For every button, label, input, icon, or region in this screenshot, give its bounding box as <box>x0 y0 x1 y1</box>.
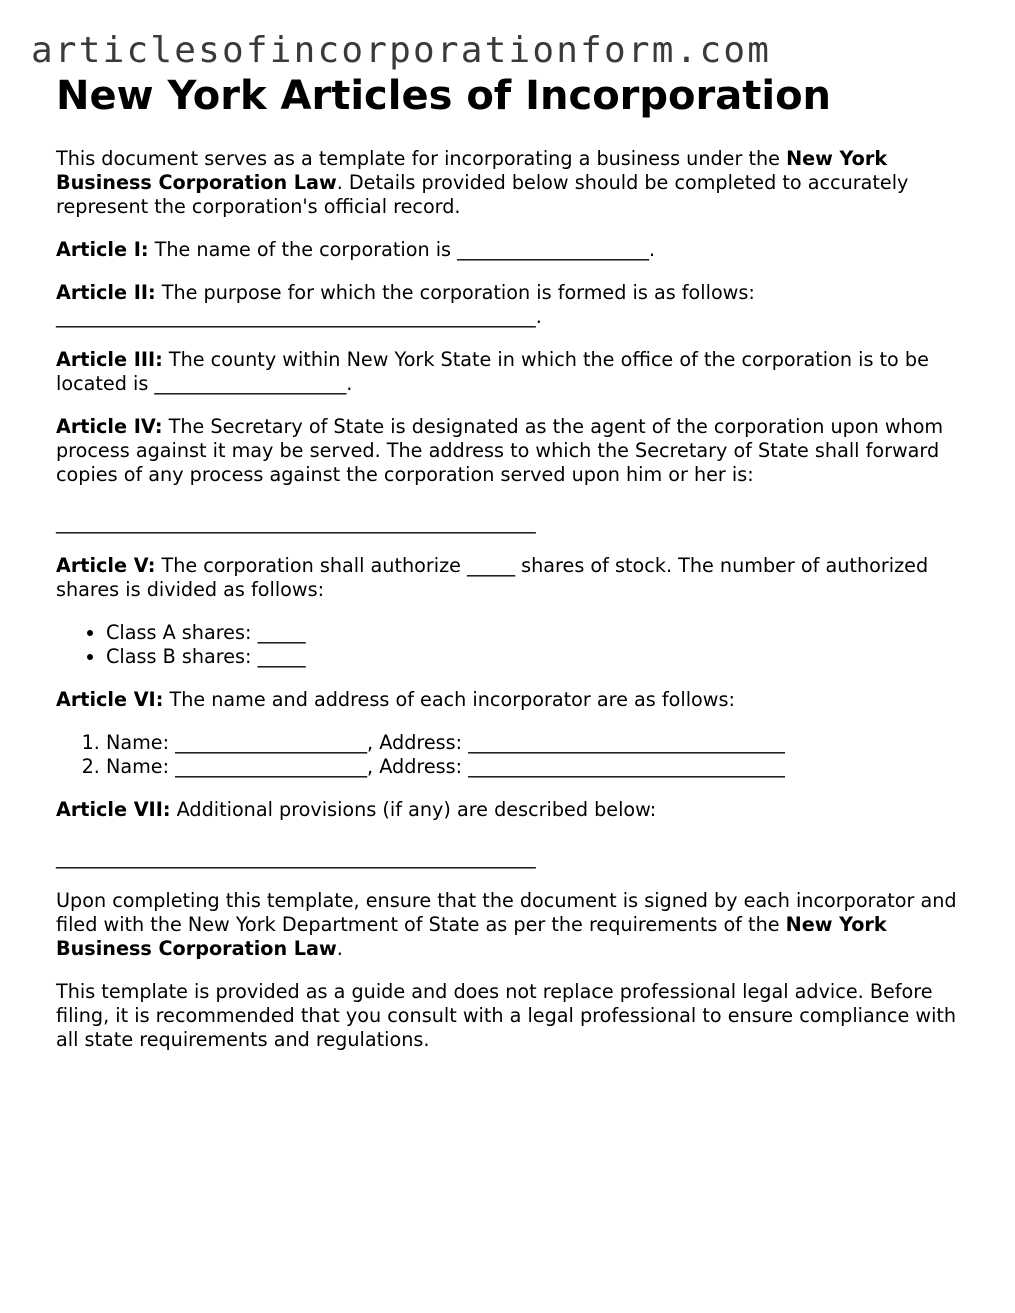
list-item: 1. Name: ____________________, Address: _________________________________ <box>106 731 961 755</box>
closing-paragraph: Upon completing this template, ensure that the document is signed by each incorporator and filed with the New York Department of State as per the requirements of the New York Business Corporation Law. <box>56 889 957 960</box>
article-label: Article I: <box>56 238 149 261</box>
article-label: Article II: <box>56 281 156 304</box>
incorporator-name-blank[interactable]: ____________________ <box>175 755 368 778</box>
page-title: New York Articles of Incorporation <box>56 73 832 119</box>
article-label: Article IV: <box>56 415 163 438</box>
total-shares-blank[interactable]: _____ <box>467 554 516 577</box>
class-a-shares-blank[interactable]: _____ <box>257 621 306 644</box>
incorporator-address-blank[interactable]: _________________________________ <box>468 755 785 778</box>
article-5: Article V: The corporation shall authorize _____ shares of stock. The number of authorized shares is divided as follows: <box>56 554 929 601</box>
incorporator-name-blank[interactable]: ____________________ <box>175 731 368 754</box>
process-address-blank[interactable]: __________________________________________________ <box>56 511 536 534</box>
share-classes-list <box>56 621 961 669</box>
article-1: Article I: The name of the corporation is ____________________. <box>56 238 656 261</box>
list-item: 2. Name: ____________________, Address: _________________________________ <box>106 755 961 779</box>
article-label: Article III: <box>56 348 163 371</box>
corporation-name-blank[interactable]: ____________________ <box>457 238 650 261</box>
list-item: • Class B shares: _____ <box>106 645 961 669</box>
article-3: Article III: The county within New York State in which the office of the corporation is to be located is ____________________. <box>56 348 929 395</box>
disclaimer-paragraph: This template is provided as a guide and does not replace professional legal advice. Before filing, it is recommended that you consult with a legal professional to ensure compliance with all state requirements and regulations. <box>56 980 957 1051</box>
article-label: Article VI: <box>56 688 164 711</box>
article-label: Article VII: <box>56 798 171 821</box>
incorporator-address-blank[interactable]: _________________________________ <box>468 731 785 754</box>
article-4: Article IV: The Secretary of State is designated as the agent of the corporation upon whom process against it may be served. The address to which the Secretary of State shall forward copies of any process against the corporation served upon him or her is: __________________________________________________ <box>56 415 944 534</box>
site-watermark: articlesofincorporationform.com <box>31 30 772 71</box>
additional-provisions-blank[interactable]: __________________________________________________ <box>56 846 536 869</box>
article-6: Article VI: The name and address of each incorporator are as follows: <box>56 688 735 711</box>
class-b-shares-blank[interactable]: _____ <box>257 645 306 668</box>
article-7: Article VII: Additional provisions (if any) are described below: __________________________________________________ <box>56 798 657 869</box>
county-blank[interactable]: ____________________ <box>154 372 347 395</box>
incorporators-list <box>56 731 961 779</box>
article-label: Article V: <box>56 554 156 577</box>
article-2: Article II: The purpose for which the corporation is formed is as follows: __________________________________________________. <box>56 281 755 328</box>
document-body <box>56 147 961 1071</box>
purpose-blank[interactable]: __________________________________________________ <box>56 305 536 328</box>
list-item: • Class A shares: _____ <box>106 621 961 645</box>
intro-paragraph: This document serves as a template for incorporating a business under the New York Business Corporation Law. Details provided below should be completed to accurately represent the corporation's official record. <box>56 147 909 218</box>
